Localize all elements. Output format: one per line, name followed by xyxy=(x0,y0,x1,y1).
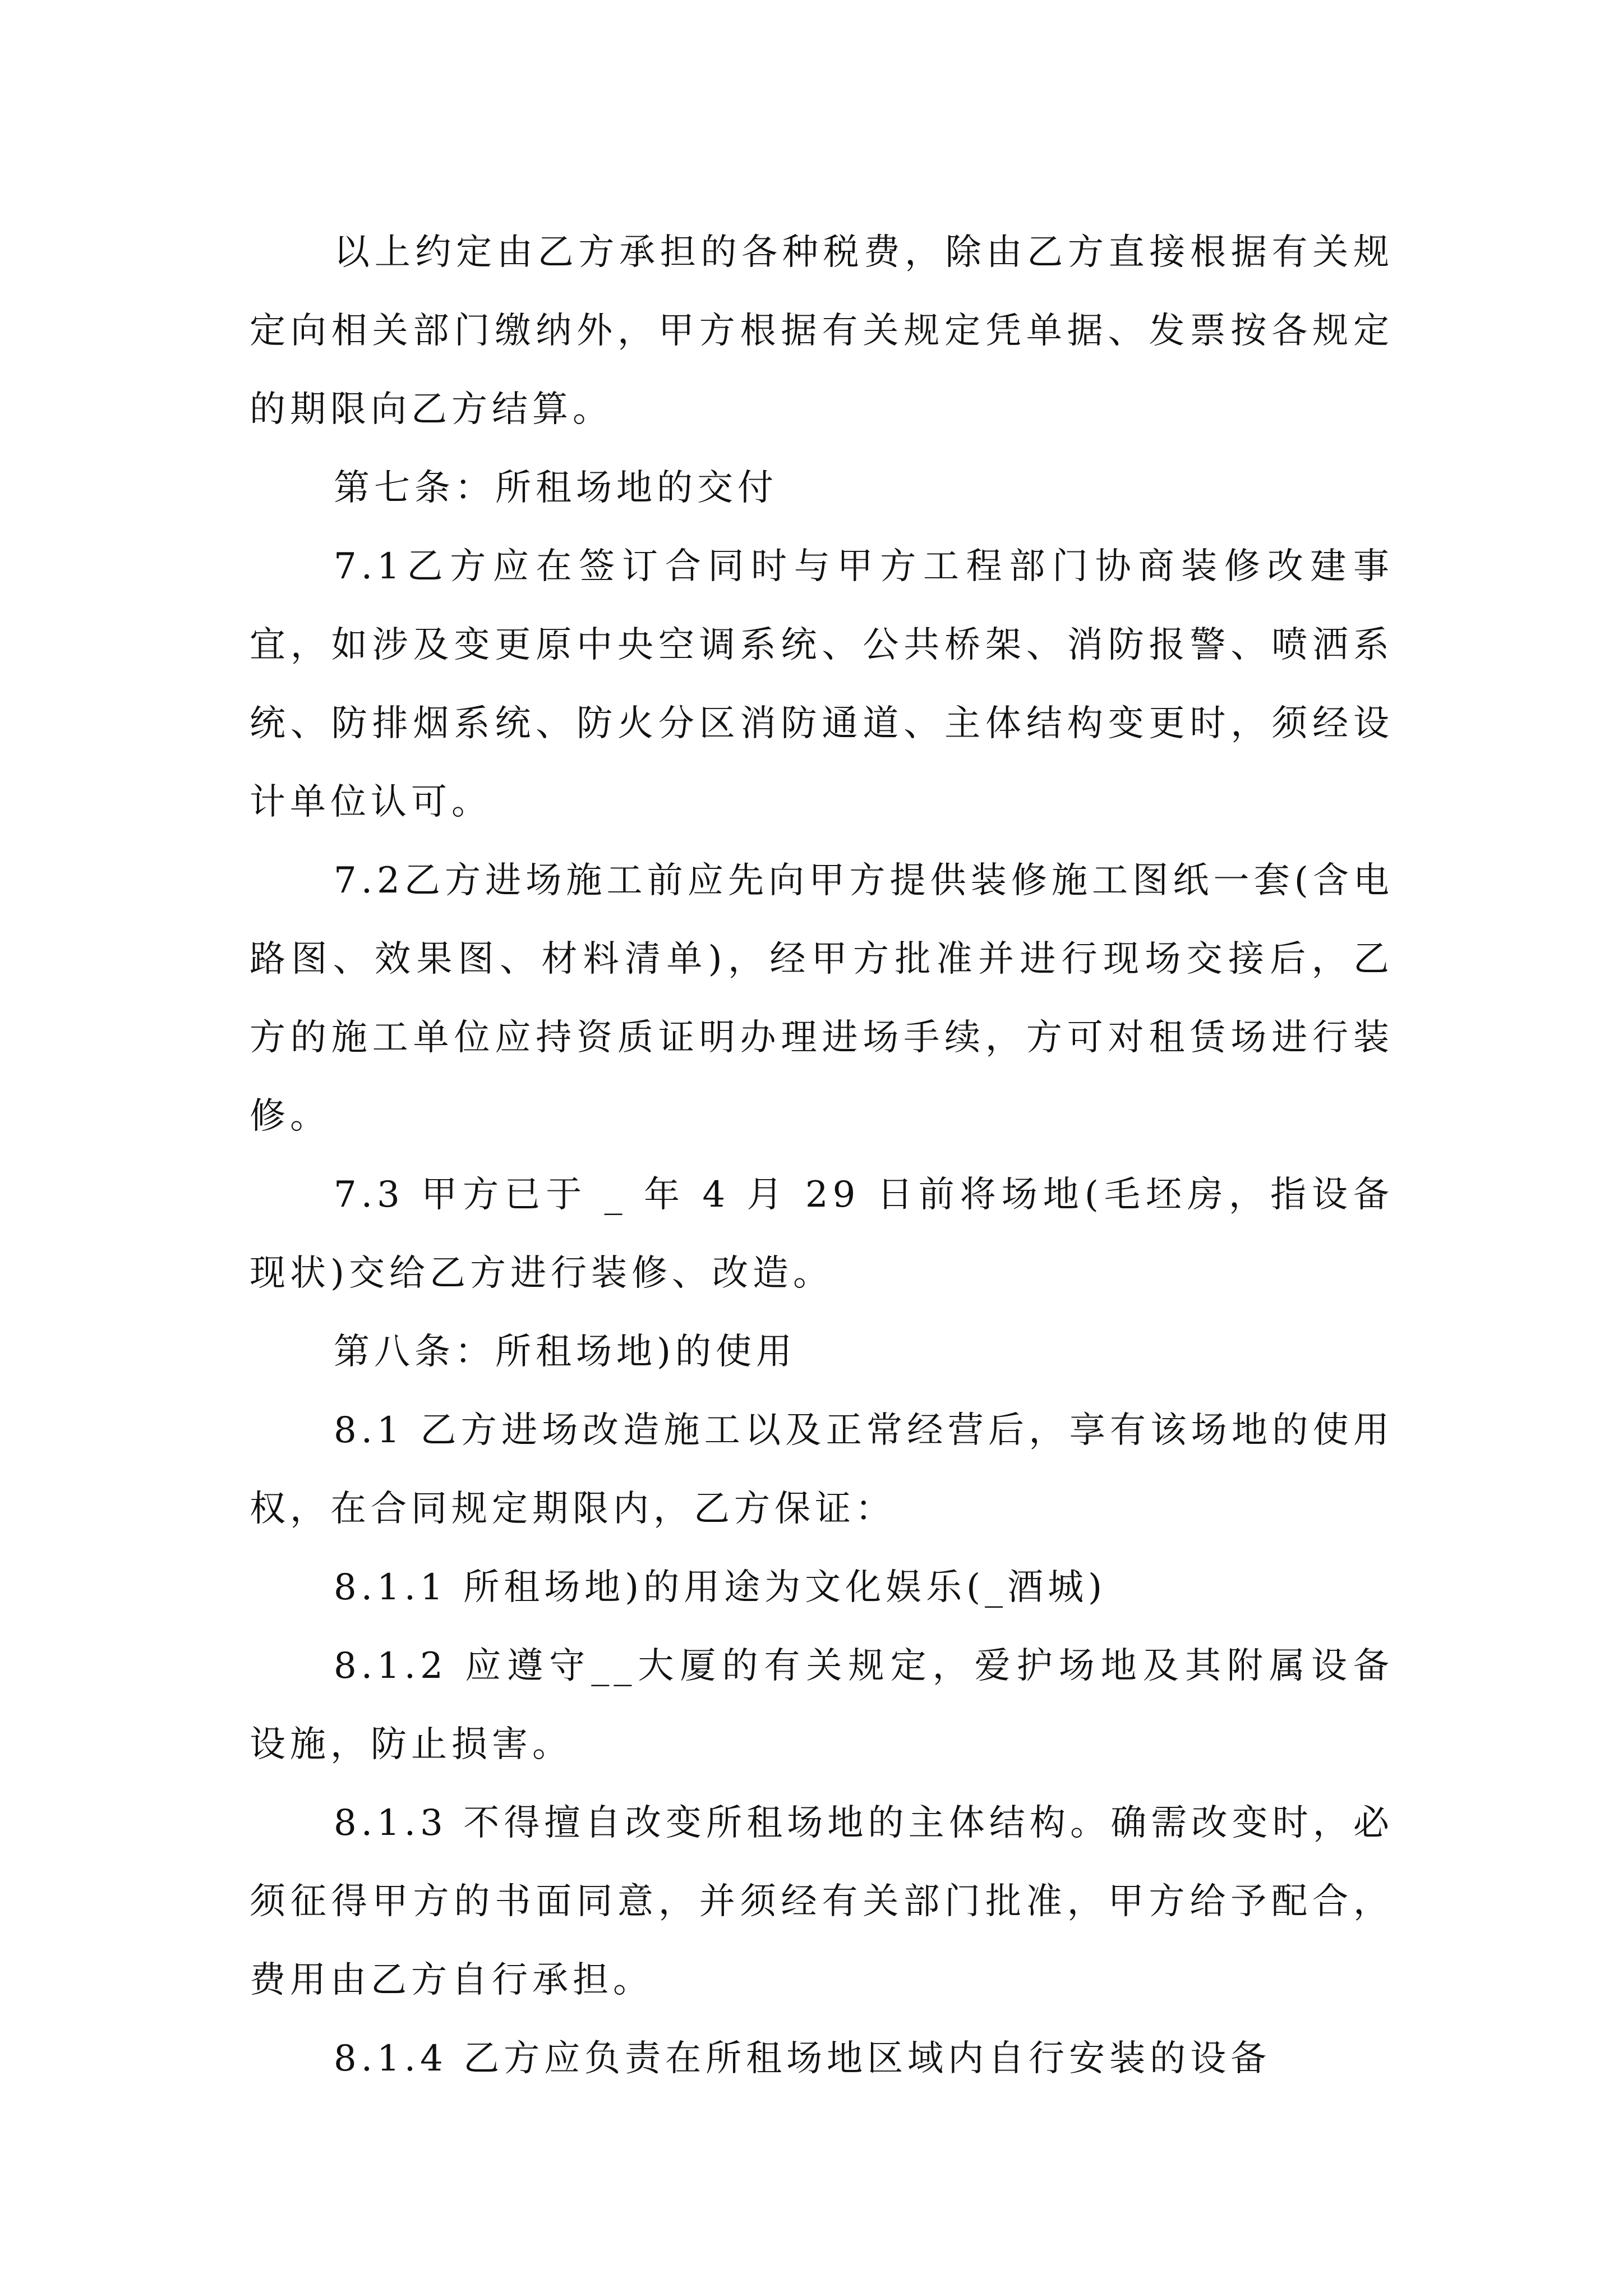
paragraph-7-1: 7.1乙方应在签订合同时与甲方工程部门协商装修改建事宜，如涉及变更原中央空调系统、公共桥架、消防报警、喷洒系统、防排烟系统、防火分区消防通道、主体结构变更时，须经设计单位认可。 xyxy=(250,546,1394,823)
paragraph-8-1-1: 8.1.1 所租场地)的用途为文化娱乐(_酒城) xyxy=(334,1567,1107,1608)
paragraph-7-3: 7.3 甲方已于 _ 年 4 月 29 日前将场地(毛坯房，指设备现状)交给乙方进行装修、改造。 xyxy=(250,1174,1394,1294)
paragraph-8-1-4: 8.1.4 乙方应负责在所租场地区域内自行安装的设备 xyxy=(334,2038,1271,2079)
heading-article-7: 第七条：所租场地的交付 xyxy=(334,467,778,509)
paragraph-8-1-3: 8.1.3 不得擅自改变所租场地的主体结构。确需改变时，必须征得甲方的书面同意，并须经有关部门批准，甲方给予配合，费用由乙方自行承担。 xyxy=(250,1802,1394,2001)
paragraph-8-1-2: 8.1.2 应遵守__大厦的有关规定，爱护场地及其附属设备设施，防止损害。 xyxy=(250,1645,1394,1765)
paragraph-8-1: 8.1 乙方进场改造施工以及正常经营后，享有该场地的使用权，在合同规定期限内，乙方保证： xyxy=(250,1410,1394,1530)
heading-article-8: 第八条：所租场地)的使用 xyxy=(334,1331,796,1373)
paragraph-7-2: 7.2乙方进场施工前应先向甲方提供装修施工图纸一套(含电路图、效果图、材料清单)，经甲方批准并进行现场交接后，乙方的施工单位应持资质证明办理进场手续，方可对租赁场进行装修。 xyxy=(250,860,1394,1137)
paragraph-tax-settlement: 以上约定由乙方承担的各种税费，除由乙方直接根据有关规定向相关部门缴纳外，甲方根据有关规定凭单据、发票按各规定的期限向乙方结算。 xyxy=(250,232,1394,430)
document-body xyxy=(250,213,1394,2098)
